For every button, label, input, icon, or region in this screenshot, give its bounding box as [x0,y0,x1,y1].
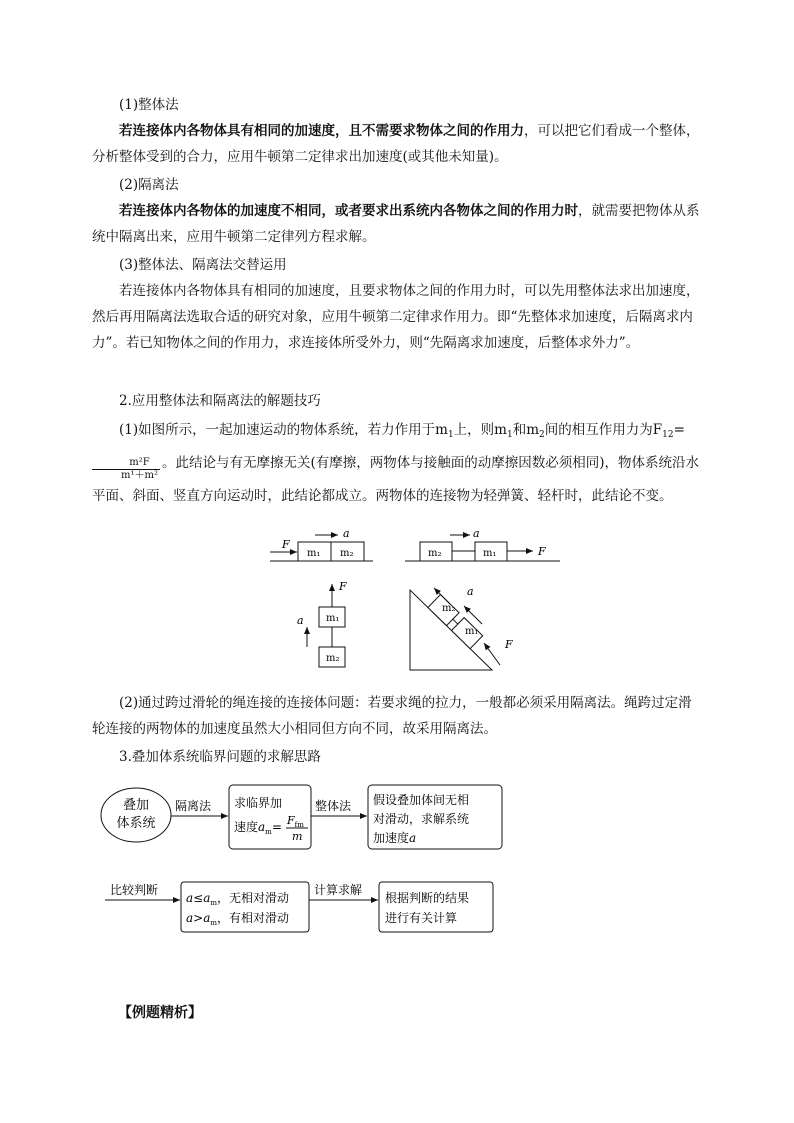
tip-1-text-d: 间的相互作用力为 [544,422,653,438]
force-fraction-den: m¹＋m² [121,470,158,481]
box2-line3 [373,830,416,845]
label-F: F [505,638,513,651]
section-2-rest: ，就需要把物体从系统中隔离出来，应用牛顿第二定律列方程求解。 [92,203,700,245]
box1-a: a [258,820,266,834]
cond2-m-sub: m [210,919,218,927]
diagram-incline [410,585,513,670]
force-fraction [92,457,160,482]
critical-flowchart [100,778,510,938]
tip-1 [92,416,704,510]
box1-eq: = [271,820,282,834]
box4-line1: 根据判断的结果 [385,891,470,905]
label-m1: m₁ [465,626,479,637]
tip-1-eq: = [673,422,685,438]
cond2-op: > [193,911,204,925]
diagram-vertical [297,580,347,667]
diagram-horizontal-rope [405,527,560,561]
critical-heading: 3.叠加体系统临界问题的求解思路 [119,749,321,765]
box1-m-den: m [292,830,303,843]
label-m1: m₁ [307,548,321,559]
tip-1-sub1-b: 1 [506,430,513,440]
box1-m-sub: m [265,828,272,836]
tip-1-text-b: 上，则 [453,422,495,438]
section-2-bold: 若连接体内各物体的加速度不相同，或者要求出系统内各物体之间的作用力时 [119,203,578,219]
tip-2: (2)通过跨过滑轮的绳连接的连接体问题：若要求绳的拉力，一般都必须采用隔离法。绳跨过定滑轮连接的两物体的加速度虽然大小相同但方向不同，故采用隔离法。 [92,695,692,737]
tip-1-m-c: m [526,422,540,438]
label-m2: m₂ [442,603,456,614]
connected-bodies-figure [260,522,560,680]
box1-line2 [234,819,282,836]
section-3-title: (3)整体法、隔离法交替运用 [119,257,287,273]
label-m2: m₂ [326,653,340,664]
box2-a: a [409,831,417,845]
section-1-title: (1)整体法 [119,97,179,113]
box2-line2: 对滑动，求解系统 [373,812,470,826]
label-m1: m₁ [326,613,340,624]
force-fraction-num: m²F [92,457,160,470]
label-F: F [339,580,347,593]
label-m2: m₂ [340,548,354,559]
section-2-body [92,198,704,250]
cond1-m-sub: m [210,899,218,907]
label-m2: m₂ [428,548,442,559]
arrow-compare-label: 比较判断 [110,883,159,897]
cond1-rest: ，无相对滑动 [217,891,290,905]
box1-fm-sub: fm [294,821,304,829]
label-F: F [538,545,546,558]
box4-line2: 进行有关计算 [385,911,458,925]
example-heading: 【例题精析】 [118,1005,202,1021]
section-2-title: (2)隔离法 [119,177,179,193]
cond1 [186,890,289,907]
box1-speed: 速度 [234,820,259,834]
tip-1-m-b: m [494,422,507,438]
label-a: a [467,585,474,598]
tip-1-text-a: (1)如图所示，一起加速运动的物体系统，若力作用于 [119,422,436,438]
cond1-op: ≤ [193,891,204,905]
cond2-a: a [186,911,194,925]
cond1-am: a [203,891,211,905]
section-1-bold: 若连接体内各物体具有相同的加速度，且不需要求物体之间的作用力 [119,123,524,139]
tips-heading: 2.应用整体法和隔离法的解题技巧 [119,393,321,409]
box1-line1: 求临界加 [234,796,283,810]
arrow-whole-label: 整体法 [315,799,352,813]
tip-1-text-e: 。此结论与有无摩擦无关(有摩擦，两物体与接触面的动摩擦因数必须相同)，物体系统沿水平面、斜面、竖直方向运动时，此结论都成立。两物体的连接物为轻弹簧、轻杆时，此结论不变。 [92,455,700,504]
box2-line1: 假设叠加体间无相 [373,793,470,807]
section-3-body: 若连接体内各物体具有相同的加速度，且要求物体之间的作用力时，可以先用整体法求出加速度，然后再用隔离法选取合适的研究对象，应用牛顿第二定律求作用力。即“先整体求加速度，后隔离求内力”。若已知物体之间的作用力，求连接体所受外力，则“先隔离求加速度，后整体求外力”。 [92,283,700,351]
label-a: a [343,527,350,540]
tip-1-sub2: 2 [539,430,545,440]
start-line2: 体系统 [116,816,156,831]
cond2-am: a [203,911,211,925]
tip-1-m: m [435,422,448,438]
start-line1: 叠加 [122,798,150,813]
tip-1-text-c: 和 [512,422,527,438]
section-1-rest: ，可以把它们看成一个整体，分析整体受到的合力，应用牛顿第二定律求出加速度(或其他未知量)。 [92,123,700,165]
cond1-a: a [186,891,194,905]
cond2-rest: ，有相对滑动 [217,911,290,925]
label-a: a [297,614,304,627]
label-F: F [282,538,290,551]
arrow-isolate-label: 隔离法 [175,799,212,813]
label-a: a [473,527,480,540]
start-ellipse [101,788,171,842]
arrow-calc-label: 计算求解 [314,883,363,897]
box1-F: F [287,814,295,827]
tip-1-sub12: 12 [662,430,674,440]
label-m1: m₁ [483,548,497,559]
section-1-body [92,118,704,170]
box2-accel: 加速度 [373,831,410,845]
tip-1-F: F [652,422,663,438]
diagram-horizontal-push [270,527,373,561]
tip-1-sub1: 1 [447,430,454,440]
cond2 [186,910,289,927]
